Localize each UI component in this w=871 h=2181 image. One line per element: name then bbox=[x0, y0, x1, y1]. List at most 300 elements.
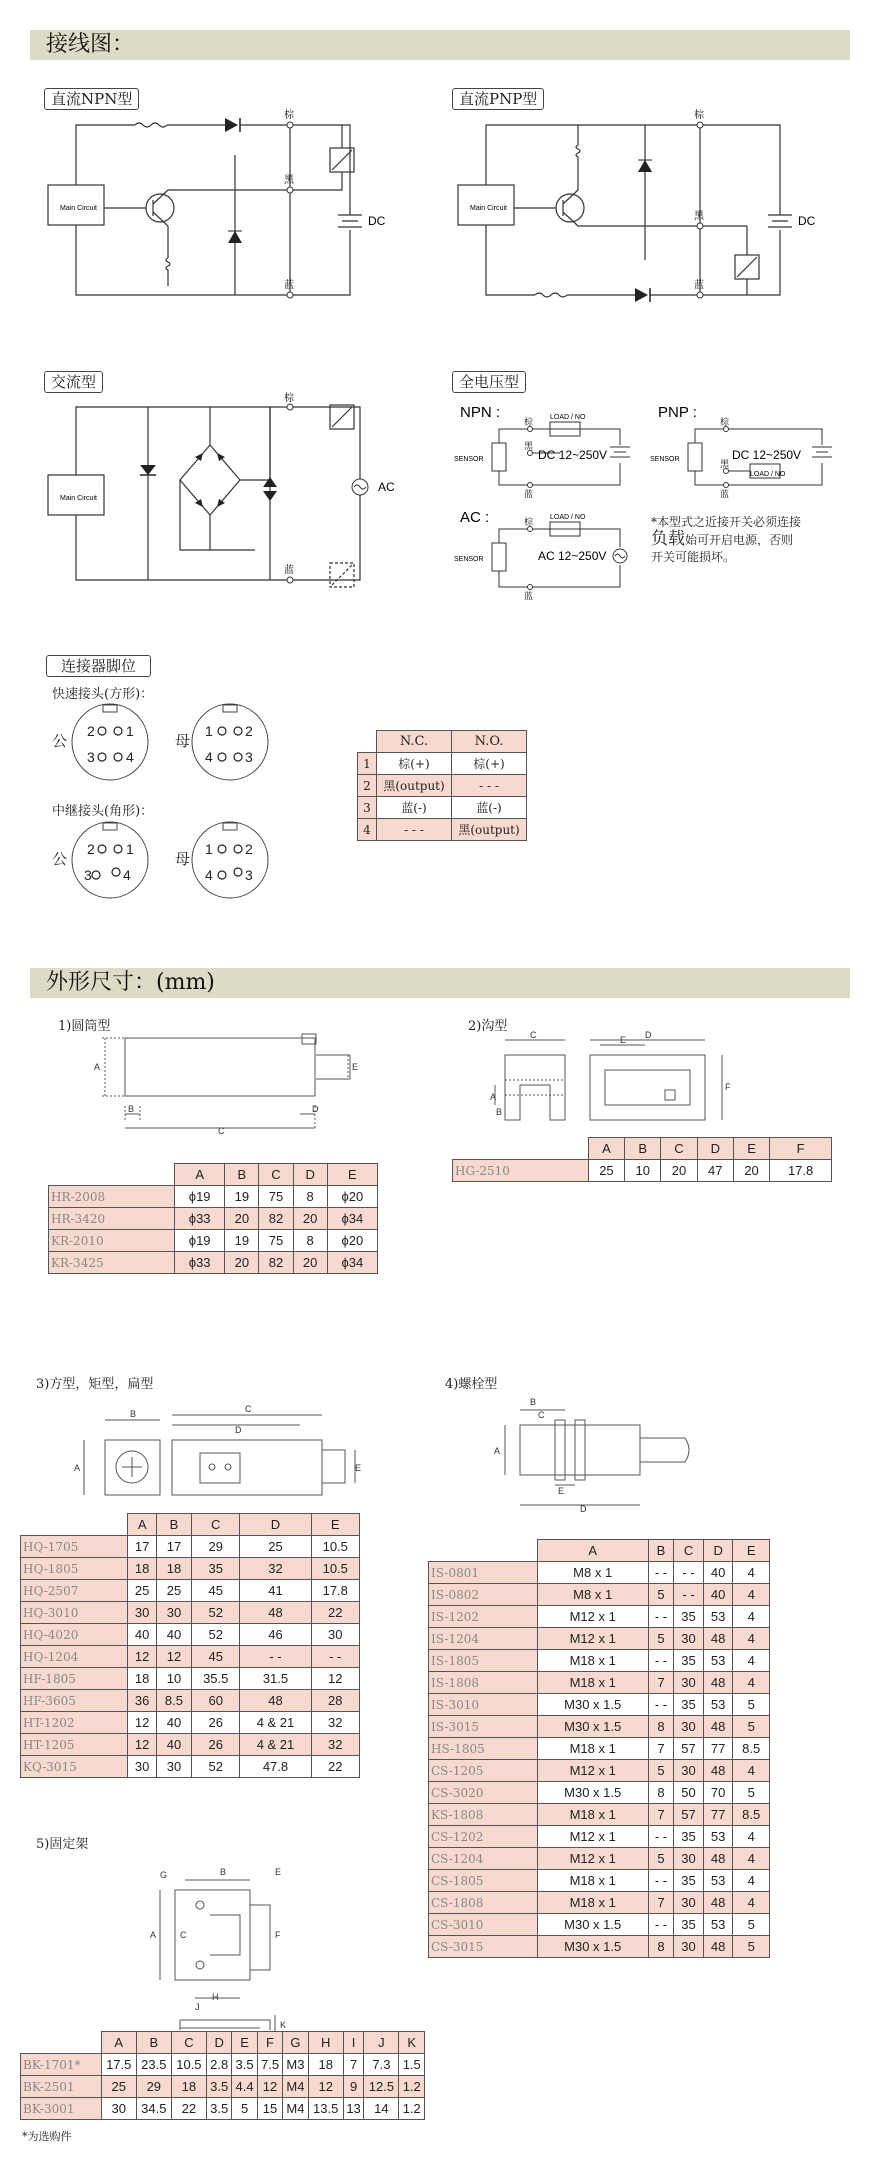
bracket-header-cell: H bbox=[308, 2032, 343, 2054]
table-row bbox=[21, 1536, 360, 1558]
value-cell: - - bbox=[674, 1584, 704, 1606]
model-cell: HT-1202 bbox=[21, 1712, 128, 1734]
value-cell: 57 bbox=[674, 1738, 704, 1760]
ac-blue-label: 蓝 bbox=[284, 565, 294, 576]
svg-text:B: B bbox=[130, 1409, 137, 1419]
value-cell: 12.5 bbox=[364, 2076, 399, 2098]
table-row bbox=[429, 1606, 770, 1628]
model-cell: CS-1805 bbox=[429, 1870, 538, 1892]
table-row bbox=[21, 2054, 425, 2076]
value-cell: 7.5 bbox=[257, 2054, 282, 2076]
model-cell: CS-1205 bbox=[429, 1760, 538, 1782]
value-cell: ϕ34 bbox=[327, 1208, 377, 1230]
value-cell: 48 bbox=[240, 1690, 311, 1712]
value-cell: 77 bbox=[703, 1738, 733, 1760]
full-pnp-label: PNP : bbox=[658, 404, 697, 421]
svg-text:2: 2 bbox=[245, 841, 253, 857]
svg-text:4: 4 bbox=[205, 867, 213, 883]
value-cell: 35.5 bbox=[192, 1668, 240, 1690]
value-cell: 30 bbox=[674, 1936, 704, 1958]
ac-ac-label: AC bbox=[378, 480, 395, 494]
table-row bbox=[49, 1186, 378, 1208]
value-cell: 19 bbox=[225, 1230, 259, 1252]
svg-text:E: E bbox=[620, 1035, 627, 1045]
value-cell: 30 bbox=[674, 1848, 704, 1870]
model-cell: CS-3020 bbox=[429, 1782, 538, 1804]
full-pnp-blue: 蓝 bbox=[720, 489, 730, 499]
table-row bbox=[429, 1804, 770, 1826]
npn-dc-label: DC bbox=[368, 214, 386, 228]
square-table-header bbox=[21, 1514, 360, 1536]
square-header-cell: E bbox=[311, 1514, 359, 1536]
value-cell: M8 x 1 bbox=[537, 1584, 648, 1606]
svg-text:D: D bbox=[645, 1030, 652, 1040]
square-connector-label: 快速接头(方形)： bbox=[52, 687, 154, 702]
value-cell: 10.5 bbox=[311, 1558, 359, 1580]
table-row bbox=[21, 1558, 360, 1580]
bolt-header-cell: B bbox=[648, 1540, 673, 1562]
table-row bbox=[49, 1252, 378, 1274]
table-row bbox=[21, 1580, 360, 1602]
value-cell: 35 bbox=[192, 1558, 240, 1580]
value-cell: 10.5 bbox=[171, 2054, 206, 2076]
bracket-header-cell: D bbox=[206, 2032, 231, 2054]
value-cell: 29 bbox=[136, 2076, 171, 2098]
table-row bbox=[429, 1936, 770, 1958]
value-cell: 48 bbox=[703, 1936, 733, 1958]
value-cell: 4 bbox=[733, 1892, 770, 1914]
value-cell: 53 bbox=[703, 1826, 733, 1848]
table-row bbox=[358, 775, 527, 797]
connector-pin-table bbox=[357, 730, 527, 841]
value-cell: 8.5 bbox=[156, 1690, 191, 1712]
square-header-cell: D bbox=[240, 1514, 311, 1536]
value-cell: 17 bbox=[128, 1536, 156, 1558]
svg-text:1: 1 bbox=[126, 723, 134, 739]
model-cell: KR-3425 bbox=[49, 1252, 175, 1274]
value-cell: 53 bbox=[703, 1914, 733, 1936]
value-cell: - - bbox=[648, 1606, 673, 1628]
value-cell: 7 bbox=[648, 1892, 673, 1914]
svg-text:C: C bbox=[180, 1930, 187, 1940]
value-cell: 30 bbox=[674, 1892, 704, 1914]
pin-function-cell: 棕(+) bbox=[377, 753, 452, 775]
connector-header-cell: N.C. bbox=[377, 731, 452, 753]
value-cell: 48 bbox=[703, 1716, 733, 1738]
table-row bbox=[358, 819, 527, 841]
model-cell: BK-3001 bbox=[21, 2098, 102, 2120]
full-ac-blue: 蓝 bbox=[524, 591, 534, 601]
value-cell: 40 bbox=[128, 1624, 156, 1646]
value-cell: 8 bbox=[293, 1186, 327, 1208]
value-cell: 20 bbox=[293, 1208, 327, 1230]
value-cell: 35 bbox=[674, 1650, 704, 1672]
value-cell: 18 bbox=[171, 2076, 206, 2098]
table-row bbox=[21, 1624, 360, 1646]
value-cell: 30 bbox=[128, 1602, 156, 1624]
value-cell: 30 bbox=[101, 2098, 136, 2120]
value-cell: M18 x 1 bbox=[537, 1650, 648, 1672]
value-cell: 45 bbox=[192, 1646, 240, 1668]
svg-text:3: 3 bbox=[245, 749, 253, 765]
svg-text:E: E bbox=[355, 1463, 362, 1473]
svg-text:A: A bbox=[74, 1463, 81, 1473]
value-cell: 7 bbox=[648, 1804, 673, 1826]
value-cell: 3.5 bbox=[206, 2076, 231, 2098]
value-cell: 17.8 bbox=[770, 1160, 832, 1182]
svg-text:1: 1 bbox=[126, 841, 134, 857]
value-cell: 5 bbox=[648, 1584, 673, 1606]
model-cell: CS-1808 bbox=[429, 1892, 538, 1914]
value-cell: 48 bbox=[703, 1892, 733, 1914]
full-ac-sensor: SENSOR bbox=[454, 556, 484, 563]
value-cell: M30 x 1.5 bbox=[537, 1782, 648, 1804]
model-cell: BK-2501 bbox=[21, 2076, 102, 2098]
full-npn-black: 黑 bbox=[524, 441, 534, 451]
svg-text:2: 2 bbox=[87, 723, 95, 739]
model-cell: HG-2510 bbox=[453, 1160, 589, 1182]
value-cell: 52 bbox=[192, 1602, 240, 1624]
pin-function-cell: 黑(output) bbox=[452, 819, 527, 841]
connector-header-cell bbox=[358, 731, 377, 753]
value-cell: M12 x 1 bbox=[537, 1760, 648, 1782]
value-cell: 18 bbox=[156, 1558, 191, 1580]
groove-header-cell: A bbox=[588, 1138, 624, 1160]
svg-text:B: B bbox=[530, 1397, 537, 1407]
pin-function-cell: - - - bbox=[377, 819, 452, 841]
value-cell: 47 bbox=[697, 1160, 733, 1182]
value-cell: 75 bbox=[259, 1230, 293, 1252]
bracket-header-cell: B bbox=[136, 2032, 171, 2054]
value-cell: 4 bbox=[733, 1584, 770, 1606]
connector-header-cell: N.O. bbox=[452, 731, 527, 753]
value-cell: 17.8 bbox=[311, 1580, 359, 1602]
value-cell: 40 bbox=[156, 1624, 191, 1646]
full-npn-label: NPN : bbox=[460, 404, 501, 421]
value-cell: 5 bbox=[733, 1936, 770, 1958]
value-cell: M12 x 1 bbox=[537, 1826, 648, 1848]
value-cell: 18 bbox=[128, 1668, 156, 1690]
angle-connector-label: 中继接头(角形)： bbox=[52, 804, 154, 819]
ac-main-circuit-label: Main Circuit bbox=[60, 495, 97, 502]
cylinder-table-header bbox=[49, 1164, 378, 1186]
value-cell: 3.5 bbox=[206, 2098, 231, 2120]
groove-table-body bbox=[453, 1160, 832, 1182]
svg-text:G: G bbox=[160, 1870, 168, 1880]
value-cell: 1.2 bbox=[399, 2076, 425, 2098]
value-cell: 82 bbox=[259, 1252, 293, 1274]
value-cell: M12 x 1 bbox=[537, 1628, 648, 1650]
value-cell: 70 bbox=[703, 1782, 733, 1804]
value-cell: 8.5 bbox=[733, 1804, 770, 1826]
value-cell: 25 bbox=[128, 1580, 156, 1602]
full-npn-load: LOAD / NO bbox=[550, 414, 586, 421]
value-cell: 47.8 bbox=[240, 1756, 311, 1778]
value-cell: - - bbox=[648, 1650, 673, 1672]
value-cell: 8 bbox=[293, 1230, 327, 1252]
model-cell: BK-1701* bbox=[21, 2054, 102, 2076]
svg-text:4: 4 bbox=[126, 749, 134, 765]
cylinder-spec-table bbox=[48, 1163, 378, 1274]
value-cell: 32 bbox=[311, 1712, 359, 1734]
value-cell: 10 bbox=[625, 1160, 661, 1182]
npn-black-label: 黑 bbox=[284, 175, 294, 186]
dims-section-title: 外形尺寸：(mm) bbox=[30, 968, 850, 998]
value-cell: 8 bbox=[648, 1782, 673, 1804]
table-row bbox=[21, 1756, 360, 1778]
value-cell: 20 bbox=[293, 1252, 327, 1274]
load-warning-note: *本型式之近接开关必须连接 负载始可开启电源，否则 开关可能损坏。 bbox=[651, 515, 802, 564]
pin-function-cell: 蓝(-) bbox=[377, 797, 452, 819]
model-cell: HQ-1705 bbox=[21, 1536, 128, 1558]
value-cell: 30 bbox=[674, 1760, 704, 1782]
cylinder-header-cell: A bbox=[175, 1164, 225, 1186]
table-row bbox=[429, 1782, 770, 1804]
model-cell: IS-0801 bbox=[429, 1562, 538, 1584]
value-cell: 4 bbox=[733, 1848, 770, 1870]
square-header-cell: B bbox=[156, 1514, 191, 1536]
pin-number-cell: 2 bbox=[358, 775, 377, 797]
value-cell: M18 x 1 bbox=[537, 1672, 648, 1694]
value-cell: M30 x 1.5 bbox=[537, 1914, 648, 1936]
svg-text:A: A bbox=[494, 1446, 501, 1456]
value-cell: 13 bbox=[343, 2098, 364, 2120]
svg-text:E: E bbox=[558, 1486, 565, 1496]
value-cell: ϕ33 bbox=[175, 1208, 225, 1230]
value-cell: 22 bbox=[311, 1602, 359, 1624]
model-cell: CS-1202 bbox=[429, 1826, 538, 1848]
value-cell: M4 bbox=[283, 2076, 308, 2098]
full-voltage-label: 全电压型 bbox=[452, 371, 526, 393]
svg-text:E: E bbox=[352, 1062, 359, 1072]
npn-label: 直流NPN型 bbox=[44, 88, 139, 110]
connector-title: 连接器脚位 bbox=[46, 655, 151, 677]
bracket-drawing bbox=[140, 1850, 320, 2040]
value-cell: 12 bbox=[128, 1734, 156, 1756]
table-row bbox=[429, 1870, 770, 1892]
value-cell: 7 bbox=[648, 1672, 673, 1694]
model-cell: CS-3015 bbox=[429, 1936, 538, 1958]
bolt-header-cell: E bbox=[733, 1540, 770, 1562]
value-cell: M30 x 1.5 bbox=[537, 1716, 648, 1738]
value-cell: 52 bbox=[192, 1756, 240, 1778]
npn-brown-label: 棕 bbox=[284, 110, 294, 121]
bracket-header-cell: F bbox=[257, 2032, 282, 2054]
value-cell: 13.5 bbox=[308, 2098, 343, 2120]
model-cell: IS-1808 bbox=[429, 1672, 538, 1694]
svg-text:4: 4 bbox=[205, 749, 213, 765]
value-cell: 5 bbox=[648, 1628, 673, 1650]
value-cell: 8.5 bbox=[733, 1738, 770, 1760]
bracket-header-cell: I bbox=[343, 2032, 364, 2054]
value-cell: 32 bbox=[240, 1558, 311, 1580]
value-cell: - - bbox=[648, 1826, 673, 1848]
full-ac-brown: 棕 bbox=[524, 517, 534, 527]
bolt-header-cell: C bbox=[674, 1540, 704, 1562]
pnp-main-circuit-label: Main Circuit bbox=[470, 205, 507, 212]
bracket-header-cell: A bbox=[101, 2032, 136, 2054]
pin-function-cell: 蓝(-) bbox=[452, 797, 527, 819]
value-cell: 4 bbox=[733, 1672, 770, 1694]
value-cell: 53 bbox=[703, 1694, 733, 1716]
value-cell: 77 bbox=[703, 1804, 733, 1826]
value-cell: ϕ19 bbox=[175, 1186, 225, 1208]
bracket-header-cell: J bbox=[364, 2032, 399, 2054]
value-cell: 4 & 21 bbox=[240, 1712, 311, 1734]
model-cell: CS-3010 bbox=[429, 1914, 538, 1936]
value-cell: - - bbox=[648, 1870, 673, 1892]
full-pnp-black: 黑 bbox=[720, 459, 730, 469]
value-cell: 40 bbox=[156, 1712, 191, 1734]
square-female-label: 母 bbox=[175, 732, 191, 750]
value-cell: 12 bbox=[128, 1712, 156, 1734]
value-cell: M4 bbox=[283, 2098, 308, 2120]
angle-male-label: 公 bbox=[52, 850, 68, 868]
groove-spec-table bbox=[452, 1137, 832, 1182]
value-cell: 9 bbox=[343, 2076, 364, 2098]
value-cell: 50 bbox=[674, 1782, 704, 1804]
table-row bbox=[21, 2076, 425, 2098]
value-cell: M12 x 1 bbox=[537, 1606, 648, 1628]
value-cell: M18 x 1 bbox=[537, 1870, 648, 1892]
value-cell: 35 bbox=[674, 1870, 704, 1892]
svg-text:1: 1 bbox=[205, 723, 213, 739]
svg-text:F: F bbox=[725, 1082, 731, 1092]
wiring-section-title: 接线图： bbox=[30, 30, 850, 60]
svg-text:C: C bbox=[538, 1410, 545, 1420]
value-cell: M8 x 1 bbox=[537, 1562, 648, 1584]
groove-drawing bbox=[490, 1030, 820, 1130]
full-ac-range: AC 12~250V bbox=[538, 549, 607, 563]
table-row bbox=[358, 753, 527, 775]
value-cell: 35 bbox=[674, 1826, 704, 1848]
full-pnp-brown: 棕 bbox=[720, 417, 730, 427]
square-drawing bbox=[60, 1395, 360, 1510]
value-cell: 12 bbox=[128, 1646, 156, 1668]
value-cell: M30 x 1.5 bbox=[537, 1694, 648, 1716]
pin-function-cell: 黑(output) bbox=[377, 775, 452, 797]
model-cell: HF-1805 bbox=[21, 1668, 128, 1690]
model-cell: IS-1204 bbox=[429, 1628, 538, 1650]
table-row bbox=[429, 1694, 770, 1716]
value-cell: 32 bbox=[311, 1734, 359, 1756]
bracket-header-cell bbox=[21, 2032, 102, 2054]
value-cell: - - bbox=[648, 1694, 673, 1716]
value-cell: 5 bbox=[733, 1694, 770, 1716]
angle-female-label: 母 bbox=[175, 850, 191, 868]
value-cell: 8 bbox=[648, 1716, 673, 1738]
bolt-header-cell bbox=[429, 1540, 538, 1562]
svg-text:J: J bbox=[195, 2002, 200, 2012]
square-spec-table bbox=[20, 1513, 360, 1778]
full-pnp-load: LOAD / NO bbox=[750, 471, 786, 478]
bracket-header-cell: C bbox=[171, 2032, 206, 2054]
table-row bbox=[429, 1716, 770, 1738]
value-cell: 4 bbox=[733, 1606, 770, 1628]
pin-number-cell: 1 bbox=[358, 753, 377, 775]
svg-text:D: D bbox=[580, 1504, 587, 1514]
bolt-header-cell: D bbox=[703, 1540, 733, 1562]
svg-text:3: 3 bbox=[245, 867, 253, 883]
value-cell: 53 bbox=[703, 1606, 733, 1628]
full-npn-sensor: SENSOR bbox=[454, 456, 484, 463]
table-row bbox=[21, 1734, 360, 1756]
svg-text:K: K bbox=[280, 2020, 287, 2030]
bolt-header-cell: A bbox=[537, 1540, 648, 1562]
bracket-header-cell: E bbox=[232, 2032, 257, 2054]
value-cell: 5 bbox=[733, 1716, 770, 1738]
svg-text:2: 2 bbox=[87, 841, 95, 857]
table-row bbox=[21, 1668, 360, 1690]
value-cell: 5 bbox=[733, 1782, 770, 1804]
value-cell: M30 x 1.5 bbox=[537, 1936, 648, 1958]
model-cell: KR-2010 bbox=[49, 1230, 175, 1252]
value-cell: 3.5 bbox=[232, 2054, 257, 2076]
svg-text:3: 3 bbox=[84, 867, 92, 883]
svg-text:A: A bbox=[490, 1092, 497, 1102]
value-cell: 12 bbox=[257, 2076, 282, 2098]
value-cell: 1.2 bbox=[399, 2098, 425, 2120]
model-cell: HF-3605 bbox=[21, 1690, 128, 1712]
model-cell: CS-1204 bbox=[429, 1848, 538, 1870]
groove-header-cell bbox=[453, 1138, 589, 1160]
value-cell: 5 bbox=[648, 1760, 673, 1782]
model-cell: KS-1808 bbox=[429, 1804, 538, 1826]
bolt-table-body bbox=[429, 1562, 770, 1958]
svg-text:B: B bbox=[220, 1867, 227, 1877]
value-cell: 30 bbox=[128, 1756, 156, 1778]
value-cell: 5 bbox=[648, 1848, 673, 1870]
model-cell: HQ-1805 bbox=[21, 1558, 128, 1580]
value-cell: 35 bbox=[674, 1694, 704, 1716]
model-cell: HR-2008 bbox=[49, 1186, 175, 1208]
groove-header-cell: E bbox=[733, 1138, 769, 1160]
full-pnp-range: DC 12~250V bbox=[732, 448, 802, 462]
value-cell: - - bbox=[648, 1914, 673, 1936]
table-row bbox=[429, 1650, 770, 1672]
value-cell: 20 bbox=[225, 1252, 259, 1274]
model-cell: IS-1202 bbox=[429, 1606, 538, 1628]
value-cell: 4 bbox=[733, 1650, 770, 1672]
value-cell: 5 bbox=[733, 1914, 770, 1936]
value-cell: M18 x 1 bbox=[537, 1804, 648, 1826]
value-cell: - - bbox=[240, 1646, 311, 1668]
svg-text:C: C bbox=[530, 1030, 537, 1040]
value-cell: 23.5 bbox=[136, 2054, 171, 2076]
value-cell: 40 bbox=[703, 1584, 733, 1606]
svg-text:B: B bbox=[496, 1107, 503, 1117]
groove-header-cell: B bbox=[625, 1138, 661, 1160]
svg-text:D: D bbox=[235, 1425, 242, 1435]
value-cell: 25 bbox=[588, 1160, 624, 1182]
value-cell: - - bbox=[648, 1562, 673, 1584]
table-row bbox=[429, 1914, 770, 1936]
value-cell: M12 x 1 bbox=[537, 1848, 648, 1870]
connector-table-body bbox=[358, 753, 527, 841]
bolt-spec-table bbox=[428, 1539, 770, 1958]
model-cell: HT-1205 bbox=[21, 1734, 128, 1756]
cylinder-type-label: 1)圆筒型 bbox=[58, 1019, 111, 1034]
value-cell: 75 bbox=[259, 1186, 293, 1208]
value-cell: - - bbox=[674, 1562, 704, 1584]
full-npn-brown: 棕 bbox=[524, 417, 534, 427]
value-cell: 46 bbox=[240, 1624, 311, 1646]
groove-header-cell: F bbox=[770, 1138, 832, 1160]
full-ac-label: AC : bbox=[460, 509, 490, 526]
value-cell: 30 bbox=[674, 1716, 704, 1738]
bracket-optional-note: *为选购件 bbox=[22, 2130, 72, 2143]
value-cell: 4.4 bbox=[232, 2076, 257, 2098]
